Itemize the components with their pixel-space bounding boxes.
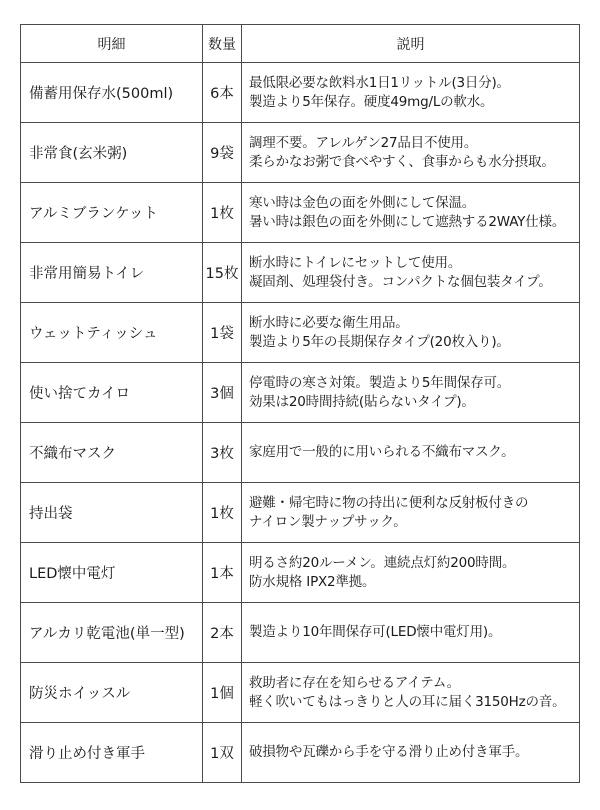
description-line: 救助者に存在を知らせるアイテム。 xyxy=(249,674,460,691)
header-quantity: 数量 xyxy=(203,25,242,63)
quantity-cell: 1袋 xyxy=(203,303,242,363)
description-cell xyxy=(242,663,580,723)
table-row xyxy=(21,63,580,123)
item-name-cell: 防災ホイッスル xyxy=(21,663,203,723)
table-row xyxy=(21,723,580,783)
quantity-cell: 1枚 xyxy=(203,483,242,543)
description-line: 家庭用で一般的に用いられる不織布マスク。 xyxy=(249,444,515,460)
table-row xyxy=(21,303,580,363)
description-line: ナイロン製ナップサック。 xyxy=(249,513,407,530)
description-line: 製造より5年の長期保存タイプ(20枚入り)。 xyxy=(249,333,510,350)
description-line: 最低限必要な飲料水1日1リットル(3日分)。 xyxy=(249,74,510,91)
table-row xyxy=(21,243,580,303)
quantity-cell: 1本 xyxy=(203,543,242,603)
table-row xyxy=(21,423,580,483)
table-header xyxy=(21,25,580,63)
item-name-cell: 滑り止め付き軍手 xyxy=(21,723,203,783)
description-line: 停電時の寒さ対策。製造より5年間保存可。 xyxy=(249,374,511,391)
description-line: 明るさ約20ルーメン。連続点灯約200時間。 xyxy=(249,554,516,571)
description-line: 寒い時は金色の面を外側にして保温。 xyxy=(249,194,476,211)
table-row xyxy=(21,603,580,663)
quantity-cell: 1枚 xyxy=(203,183,242,243)
description-line: 柔らかなお粥で食べやすく、食事からも水分摂取。 xyxy=(249,153,555,170)
quantity-cell: 1個 xyxy=(203,663,242,723)
item-name-cell: アルミブランケット xyxy=(21,183,203,243)
description-cell xyxy=(242,183,580,243)
table-row xyxy=(21,483,580,543)
quantity-cell: 9袋 xyxy=(203,123,242,183)
description-cell xyxy=(242,303,580,363)
table-row xyxy=(21,543,580,603)
table-row xyxy=(21,123,580,183)
item-name-cell: 非常食(玄米粥) xyxy=(21,123,203,183)
item-name-cell: ウェットティッシュ xyxy=(21,303,203,363)
description-line: 断水時にトイレにセットして使用。 xyxy=(249,254,462,271)
item-name-cell: 不織布マスク xyxy=(21,423,203,483)
description-line: 調理不要。アレルゲン27品目不使用。 xyxy=(249,134,478,151)
description-cell xyxy=(242,723,580,783)
header-description: 説明 xyxy=(242,25,580,63)
description-line: 避難・帰宅時に物の持出に便利な反射板付きの xyxy=(249,494,529,511)
description-line: 暑い時は銀色の面を外側にして遮熱する2WAY仕様。 xyxy=(249,213,566,230)
description-line: 製造より10年間保存可(LED懐中電灯用)。 xyxy=(249,624,502,640)
quantity-cell: 2本 xyxy=(203,603,242,663)
table-body xyxy=(21,63,580,783)
description-line: 破損物や瓦礫から手を守る滑り止め付き軍手。 xyxy=(249,744,529,760)
quantity-cell: 15枚 xyxy=(203,243,242,303)
item-name-cell: 非常用簡易トイレ xyxy=(21,243,203,303)
description-cell xyxy=(242,243,580,303)
description-cell xyxy=(242,483,580,543)
description-cell xyxy=(242,63,580,123)
item-name-cell: 使い捨てカイロ xyxy=(21,363,203,423)
table-row xyxy=(21,363,580,423)
table-row xyxy=(21,663,580,723)
description-line: 凝固剤、処理袋付き。コンパクトな個包装タイプ。 xyxy=(249,273,552,290)
description-cell xyxy=(242,603,580,663)
header-row xyxy=(21,25,580,63)
quantity-cell: 3個 xyxy=(203,363,242,423)
description-line: 効果は20時間持続(貼らないタイプ)。 xyxy=(249,393,475,410)
quantity-cell: 6本 xyxy=(203,63,242,123)
description-line: 軽く吹いてもはっきりと人の耳に届く3150Hzの音。 xyxy=(249,693,566,710)
quantity-cell: 1双 xyxy=(203,723,242,783)
item-name-cell: アルカリ乾電池(単一型) xyxy=(21,603,203,663)
table-row xyxy=(21,183,580,243)
quantity-cell: 3枚 xyxy=(203,423,242,483)
item-name-cell: 備蓄用保存水(500ml) xyxy=(21,63,203,123)
description-line: 防水規格 IPX2準拠。 xyxy=(249,573,376,590)
description-cell xyxy=(242,123,580,183)
description-cell xyxy=(242,363,580,423)
description-cell xyxy=(242,423,580,483)
item-name-cell: 持出袋 xyxy=(21,483,203,543)
description-cell xyxy=(242,543,580,603)
description-line: 製造より5年保存。硬度49mg/Lの軟水。 xyxy=(249,93,494,110)
header-item: 明細 xyxy=(21,25,203,63)
item-name-cell: LED懐中電灯 xyxy=(21,543,203,603)
description-line: 断水時に必要な衛生用品。 xyxy=(249,314,409,331)
item-list-table xyxy=(20,24,580,783)
